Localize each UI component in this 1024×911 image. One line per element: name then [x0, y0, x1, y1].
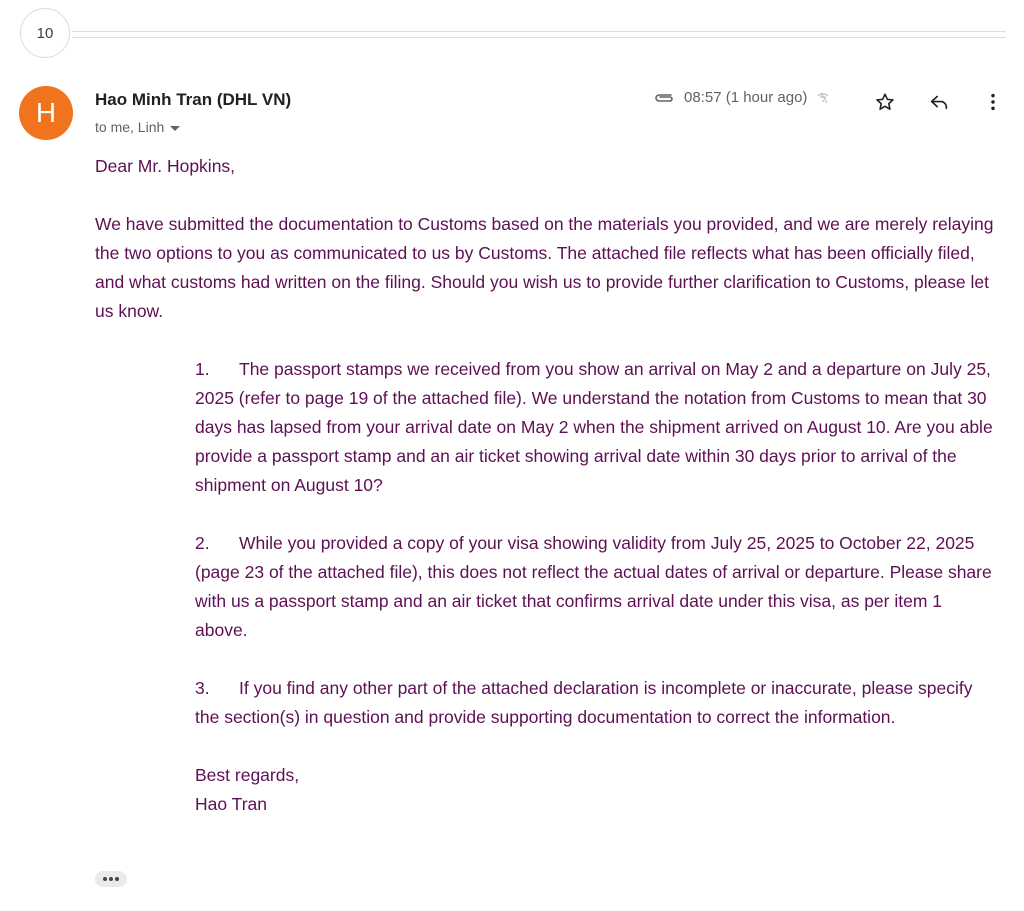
thread-divider — [72, 37, 1006, 38]
list-item-number: 3. — [195, 678, 210, 698]
signoff — [195, 761, 1000, 819]
ellipsis-icon — [115, 877, 119, 881]
recipients-toggle[interactable] — [95, 119, 180, 135]
greeting: Dear Mr. Hopkins, — [95, 156, 236, 176]
list-item-text: If you find any other part of the attached declaration is incomplete or inaccurate, please specify the section(s) in question and provide supporting documentation to correct the information. — [195, 678, 973, 727]
message-meta — [652, 89, 831, 106]
message-actions — [870, 89, 1008, 115]
more-vert-icon — [982, 91, 1004, 113]
list-item-text: The passport stamps we received from you show an arrival on May 2 and a departure on July 25, 2025 (refer to page 19 of the attached file). We understand the notation from Customs to mean that 30 days has lapsed from your arrival date on May 2 when the shipment arrived on August 10. Are you able provide a passport stamp and an air ticket showing arrival date within 30 days prior to arrival of the shipment on August 10? — [195, 359, 993, 495]
list-item — [195, 355, 995, 500]
message-time: 08:57 (1 hour ago) — [684, 89, 808, 106]
collapsed-thread-bar[interactable] — [0, 0, 1024, 64]
message-body — [95, 152, 1000, 819]
sender-avatar[interactable]: H — [19, 86, 73, 140]
show-trimmed-content-button[interactable] — [95, 871, 127, 887]
list-item — [195, 674, 995, 732]
options-list — [195, 355, 995, 732]
thread-divider — [72, 31, 1006, 32]
list-item-number: 1. — [195, 359, 210, 379]
star-icon — [874, 91, 896, 113]
snooze-icon[interactable] — [815, 90, 831, 106]
star-button[interactable] — [870, 89, 900, 115]
paperclip-icon — [652, 91, 676, 105]
intro-paragraph: We have submitted the documentation to Customs based on the materials you provided, and we are merely relaying the two options to you as communicated to us by Customs. The attached file reflects what has been officially filed, and what customs had written on the filing. Should you wish us to provide further clarification to Customs, please let us know. — [95, 214, 994, 321]
collapsed-messages-count[interactable]: 10 — [20, 8, 70, 58]
list-item — [195, 529, 995, 645]
sender-name[interactable]: Hao Minh Tran (DHL VN) — [95, 90, 292, 109]
recipients-text: to me, Linh — [95, 119, 165, 135]
ellipsis-icon — [109, 877, 113, 881]
ellipsis-icon — [103, 877, 107, 881]
reply-button[interactable] — [924, 89, 954, 115]
list-item-number: 2. — [195, 533, 210, 553]
closing: Best regards, — [195, 765, 300, 785]
reply-icon — [928, 91, 950, 113]
signature: Hao Tran — [195, 794, 267, 814]
chevron-down-icon[interactable] — [170, 126, 180, 131]
list-item-text: While you provided a copy of your visa showing validity from July 25, 2025 to October 22, 2025 (page 23 of the attached file), this does not reflect the actual dates of arrival or departure. Please share with us a passport stamp and an air ticket that confirms arrival date under this visa, as per item 1 above. — [195, 533, 992, 640]
more-options-button[interactable] — [978, 89, 1008, 115]
